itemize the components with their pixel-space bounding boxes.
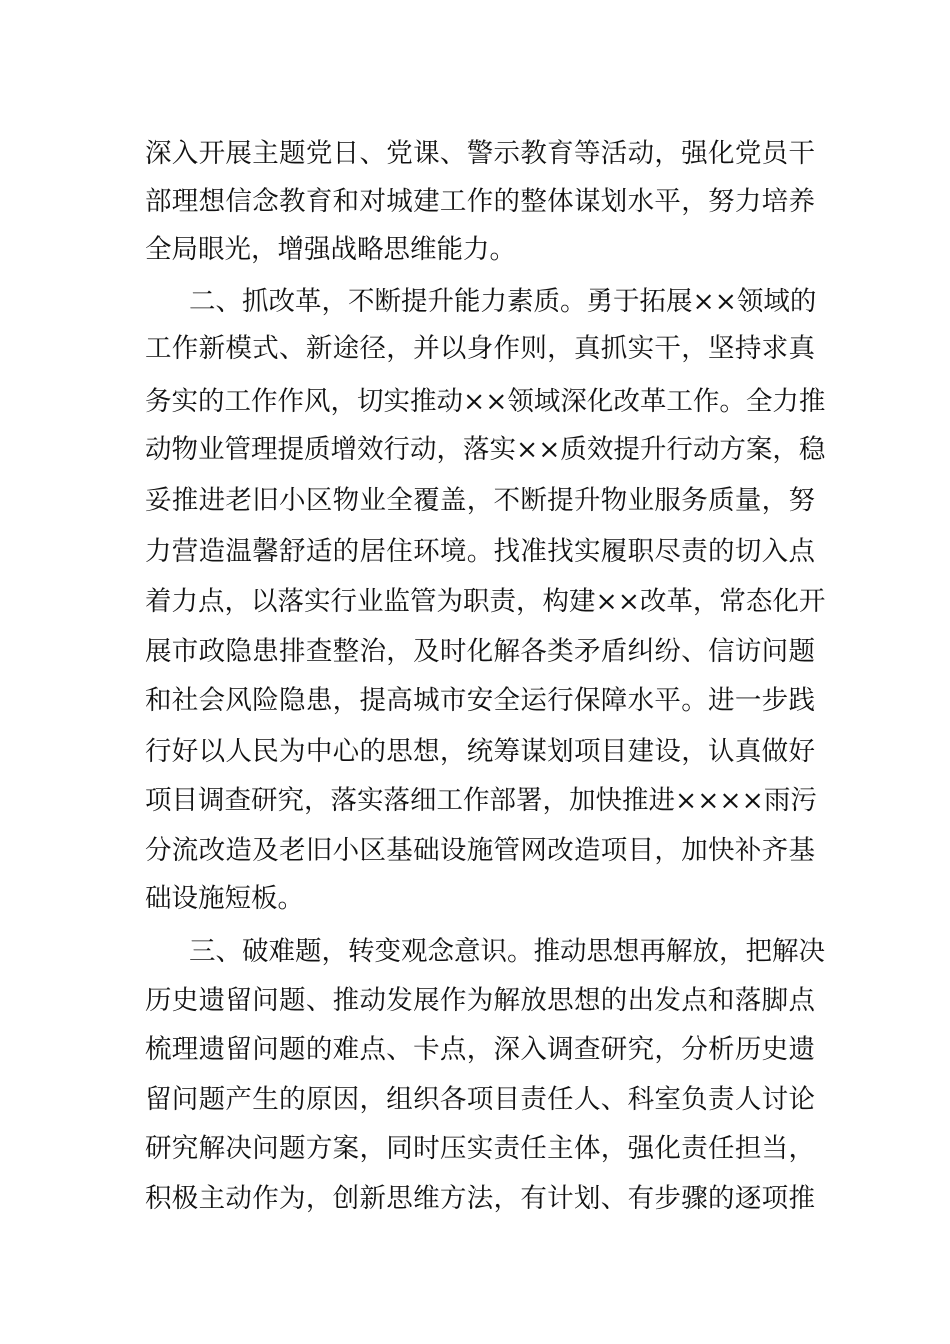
- text-line-17: 三、破难题，转变观念意识。推动思想再解放，把解决: [189, 936, 825, 967]
- text-line-3: 全局眼光，增强战略思维能力。: [145, 234, 516, 265]
- text-line-21: 研究解决问题方案，同时压实责任主体，强化责任担当，: [145, 1133, 815, 1164]
- text-line-14: 项目调查研究，落实落细工作部署，加快推进××××雨污: [145, 785, 817, 816]
- text-line-2: 部理想信念教育和对城建工作的整体谋划水平，努力培养: [145, 186, 815, 217]
- text-line-8: 妥推进老旧小区物业全覆盖，不断提升物业服务质量，努: [145, 485, 815, 516]
- text-line-7: 动物业管理提质增效行动，落实××质效提升行动方案，稳: [145, 434, 826, 465]
- text-line-15: 分流改造及老旧小区基础设施管网改造项目，加快补齐基: [145, 835, 815, 866]
- text-line-12: 和社会风险隐患，提高城市安全运行保障水平。进一步践: [145, 685, 815, 716]
- text-line-10: 着力点，以落实行业监管为职责，构建××改革，常态化开: [145, 586, 826, 617]
- text-line-9: 力营造温馨舒适的居住环境。找准找实履职尽责的切入点: [145, 536, 815, 567]
- text-line-19: 梳理遗留问题的难点、卡点，深入调查研究，分析历史遗: [145, 1034, 815, 1065]
- text-line-22: 积极主动作为，创新思维方法，有计划、有步骤的逐项推: [145, 1183, 815, 1214]
- text-line-4: 二、抓改革，不断提升能力素质。勇于拓展××领域的: [189, 286, 817, 317]
- text-line-6: 务实的工作作风，切实推动××领域深化改革工作。全力推: [145, 386, 826, 417]
- text-line-18: 历史遗留问题、推动发展作为解放思想的出发点和落脚点: [145, 985, 815, 1016]
- text-line-11: 展市政隐患排查整治，及时化解各类矛盾纠纷、信访问题: [145, 636, 815, 667]
- text-line-1: 深入开展主题党日、党课、警示教育等活动，强化党员干: [145, 138, 815, 169]
- text-line-16: 础设施短板。: [145, 883, 304, 914]
- text-line-5: 工作新模式、新途径，并以身作则，真抓实干，坚持求真: [145, 333, 815, 364]
- text-line-13: 行好以人民为中心的思想，统筹谋划项目建设，认真做好: [145, 736, 815, 767]
- text-line-20: 留问题产生的原因，组织各项目责任人、科室负责人讨论: [145, 1084, 815, 1115]
